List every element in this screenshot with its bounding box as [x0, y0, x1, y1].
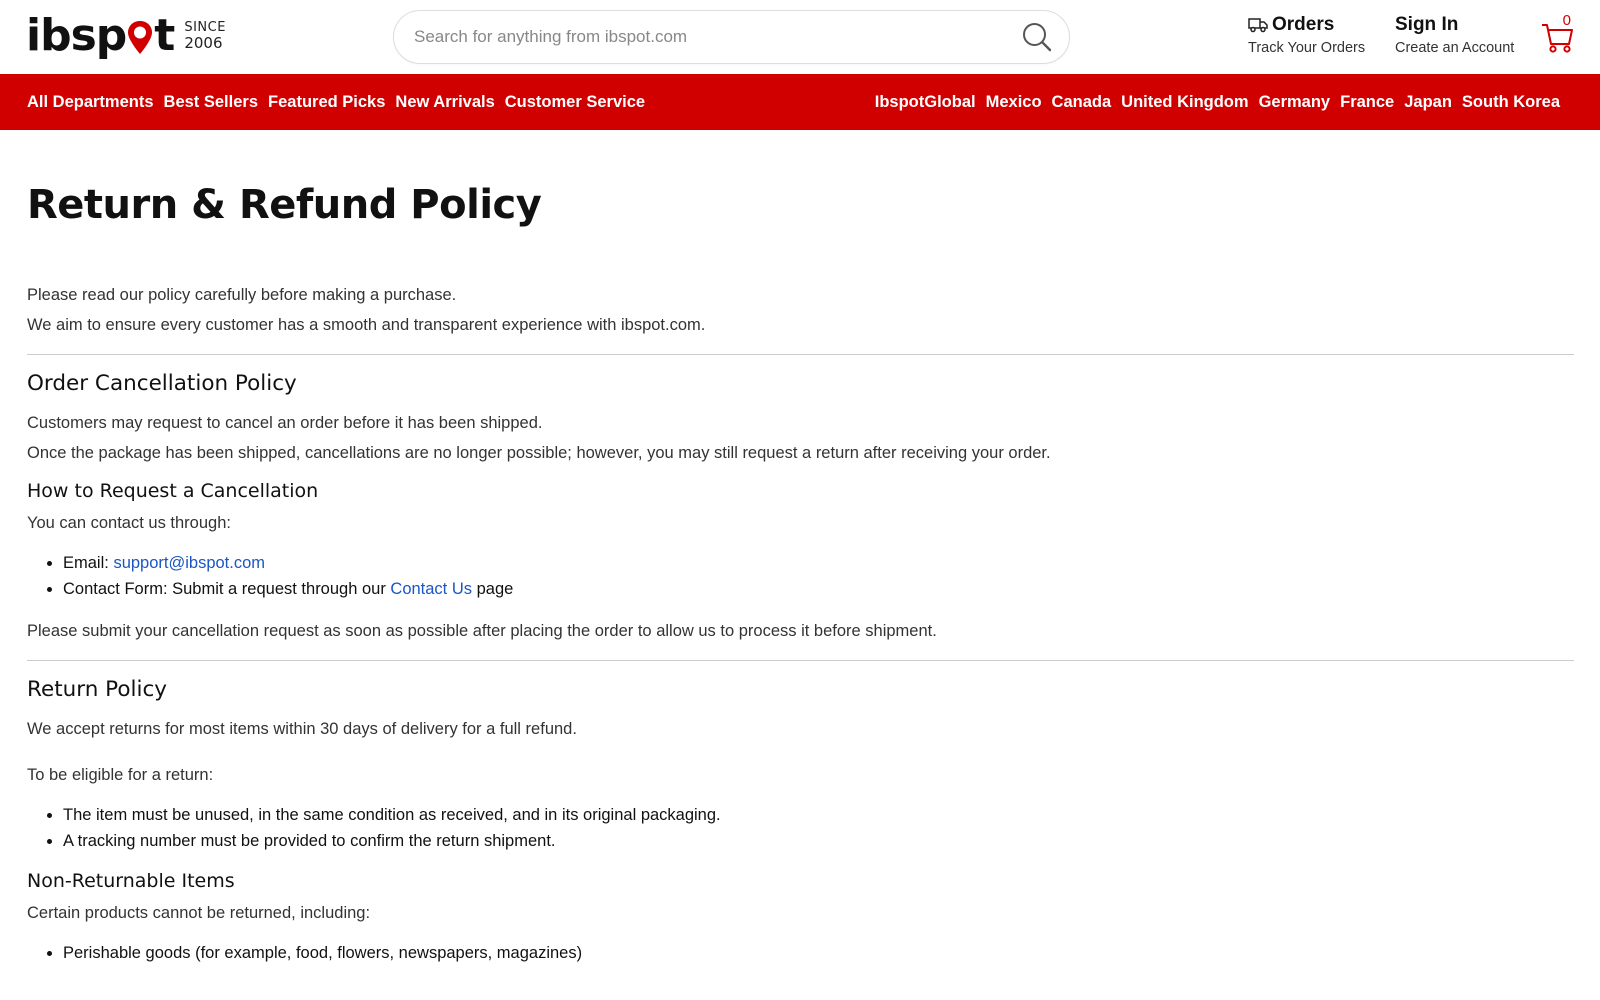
- list-item: [63, 576, 1574, 602]
- policy-content: [27, 130, 1574, 966]
- logo-wordmark: ibsp t: [26, 10, 175, 61]
- nav-region-mexico[interactable]: Mexico: [985, 92, 1042, 111]
- nav-region-global[interactable]: IbspotGlobal: [874, 92, 976, 111]
- truck-icon: [1248, 17, 1268, 33]
- contact-methods-list: [63, 550, 1574, 602]
- return-policy-heading: Return Policy: [27, 677, 168, 702]
- cancellation-paragraph-2: Once the package has been shipped, cancellations are no longer possible; however, you may still request a return after receiving your order.: [27, 444, 1051, 462]
- nav-region-japan[interactable]: Japan: [1404, 92, 1452, 111]
- section-divider: [27, 354, 1574, 355]
- create-account-subtitle: Create an Account: [1395, 40, 1515, 56]
- contact-intro: You can contact us through:: [27, 514, 231, 532]
- nav-featured-picks[interactable]: Featured Picks: [268, 92, 386, 111]
- since-label: SINCE: [184, 20, 226, 35]
- list-item: • The item must be unused, in the same condition as received, and in its original packaging.: [63, 802, 1574, 828]
- return-window-paragraph: We accept returns for most items within 30 days of delivery for a full refund.: [27, 720, 577, 738]
- non-returnable-heading: Non-Returnable Items: [27, 870, 235, 892]
- orders-subtitle: Track Your Orders: [1248, 40, 1366, 56]
- cart-count-badge: 0: [1562, 12, 1571, 29]
- search-icon[interactable]: [1021, 21, 1053, 53]
- non-returnable-intro: Certain products cannot be returned, including:: [27, 904, 371, 922]
- search-input[interactable]: [414, 11, 994, 63]
- orders-title: Orders: [1272, 14, 1335, 35]
- search-bar: [393, 10, 1070, 64]
- contact-form-suffix: page: [472, 580, 514, 598]
- nav-region-germany[interactable]: Germany: [1258, 92, 1331, 111]
- sign-in-link[interactable]: [1395, 14, 1514, 56]
- nav-region-south-korea[interactable]: South Korea: [1461, 92, 1560, 111]
- email-label: Email:: [63, 554, 114, 572]
- nav-all-departments[interactable]: All Departments: [27, 92, 154, 111]
- list-item: • Perishable goods (for example, food, flowers, newspapers, magazines): [63, 940, 1574, 966]
- request-cancellation-heading: How to Request a Cancellation: [27, 480, 319, 502]
- contact-form-label: Contact Form: Submit a request through our: [63, 580, 391, 598]
- since-badge: [184, 21, 226, 51]
- nav-departments: [27, 74, 655, 130]
- nav-region-canada[interactable]: Canada: [1051, 92, 1112, 111]
- intro-paragraph-2: We aim to ensure every customer has a smooth and transparent experience with ibspot.com.: [27, 316, 706, 334]
- cancellation-heading: Order Cancellation Policy: [27, 371, 297, 396]
- eligibility-list: [63, 802, 1574, 854]
- nav-customer-service[interactable]: Customer Service: [504, 92, 646, 111]
- cart-button[interactable]: [1540, 14, 1576, 54]
- ibspot-logo[interactable]: [26, 8, 226, 64]
- list-item: • A tracking number must be provided to confirm the return shipment.: [63, 828, 1574, 854]
- list-item: [63, 550, 1574, 576]
- location-pin-icon: [127, 20, 153, 56]
- sign-in-title: Sign In: [1395, 14, 1459, 35]
- eligibility-intro: To be eligible for a return:: [27, 766, 214, 784]
- support-email-link[interactable]: support@ibspot.com: [113, 554, 266, 572]
- nav-new-arrivals[interactable]: New Arrivals: [395, 92, 495, 111]
- orders-link[interactable]: [1248, 14, 1365, 56]
- main-nav: [0, 74, 1600, 130]
- page-title: Return & Refund Policy: [27, 182, 542, 228]
- site-header: [0, 0, 1600, 74]
- section-divider: [27, 660, 1574, 661]
- nav-regions: [875, 74, 1560, 130]
- contact-us-link[interactable]: Contact Us: [390, 580, 473, 598]
- nav-region-france[interactable]: France: [1340, 92, 1395, 111]
- cancellation-note: Please submit your cancellation request as soon as possible after placing the order to allow us to process it before shipment.: [27, 622, 937, 640]
- intro-paragraph-1: Please read our policy carefully before making a purchase.: [27, 286, 457, 304]
- non-returnable-list: [63, 940, 1574, 966]
- nav-region-uk[interactable]: United Kingdom: [1121, 92, 1249, 111]
- since-year: 2006: [184, 34, 223, 52]
- nav-best-sellers[interactable]: Best Sellers: [163, 92, 259, 111]
- cancellation-paragraph-1: Customers may request to cancel an order before it has been shipped.: [27, 414, 543, 432]
